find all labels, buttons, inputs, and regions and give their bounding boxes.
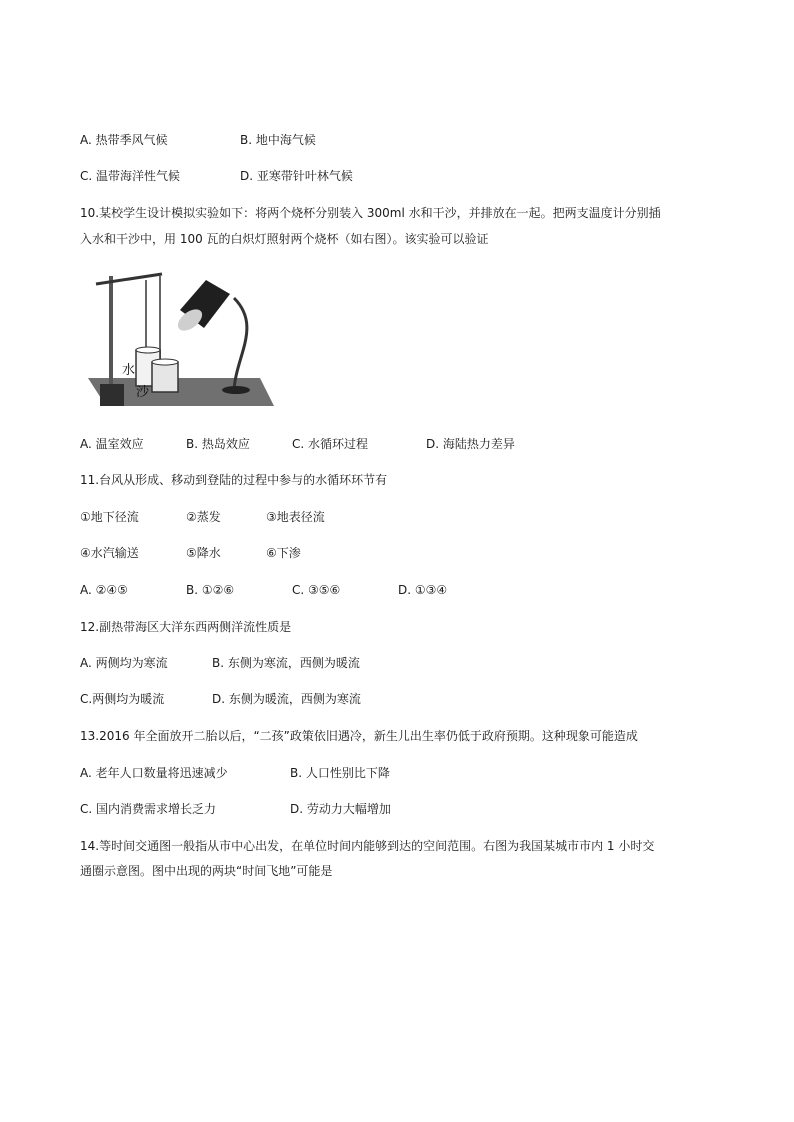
beaker-sand-rim bbox=[152, 359, 178, 365]
q11-option-a: A. ②④⑤ bbox=[80, 583, 128, 597]
q11-item-4: ④水汽输送 bbox=[80, 546, 139, 560]
stand-arm bbox=[96, 274, 162, 284]
q10-option-d: D. 海陆热力差异 bbox=[426, 437, 515, 451]
q14-stem-line2: 通圈示意图。图中出现的两块“时间飞地”可能是 bbox=[80, 864, 333, 878]
q9-option-c: C. 温带海洋性气候 bbox=[80, 169, 181, 183]
q13-option-c: C. 国内消费需求增长乏力 bbox=[80, 802, 217, 816]
lamp-base bbox=[222, 386, 250, 394]
q9-option-b: B. 地中海气候 bbox=[240, 133, 316, 147]
q12-option-a: A. 两侧均为寒流 bbox=[80, 656, 168, 670]
q9-option-d: D. 亚寒带针叶林气候 bbox=[240, 169, 353, 183]
q10-stem-line1: 10.某校学生设计模拟实验如下：将两个烧杯分别装入 300ml 水和干沙，并排放在一起。把两支温度计分别插 bbox=[80, 206, 661, 220]
q14-stem-line1: 14.等时间交通图一般指从市中心出发，在单位时间内能够到达的空间范围。右图为我国某城市市内 1 小时交 bbox=[80, 839, 655, 853]
q11-item-1: ①地下径流 bbox=[80, 510, 139, 524]
q11-option-b: B. ①②⑥ bbox=[186, 583, 235, 597]
q12-option-c: C.两侧均为暖流 bbox=[80, 692, 165, 706]
q13-option-b: B. 人口性别比下降 bbox=[290, 766, 390, 780]
q12-option-d: D. 东侧为暖流，西侧为寒流 bbox=[212, 692, 361, 706]
q10-option-b: B. 热岛效应 bbox=[186, 437, 250, 451]
q10-option-c: C. 水循环过程 bbox=[292, 437, 369, 451]
beaker-sand bbox=[152, 362, 178, 392]
label-water: 水 bbox=[122, 363, 136, 378]
q11-item-6: ⑥下渗 bbox=[266, 546, 301, 560]
q12-stem: 12.副热带海区大洋东西两侧洋流性质是 bbox=[80, 620, 292, 634]
q13-stem: 13.2016 年全面放开二胎以后，“二孩”政策依旧遇冷，新生儿出生率仍低于政府预期。这种现象可能造成 bbox=[80, 729, 638, 743]
q13-option-a: A. 老年人口数量将迅速减少 bbox=[80, 766, 228, 780]
q11-option-d: D. ①③④ bbox=[398, 583, 448, 597]
q10-stem-line2: 入水和干沙中，用 100 瓦的白炽灯照射两个烧杯（如右图）。该实验可以验证 bbox=[80, 232, 489, 246]
experiment-figure bbox=[84, 266, 274, 416]
beaker-water-rim bbox=[136, 347, 160, 353]
q11-item-5: ⑤降水 bbox=[186, 546, 221, 560]
lamp-arm bbox=[234, 298, 247, 390]
q11-item-2: ②蒸发 bbox=[186, 510, 221, 524]
q12-option-b: B. 东侧为寒流，西侧为暖流 bbox=[212, 656, 360, 670]
q11-option-c: C. ③⑤⑥ bbox=[292, 583, 341, 597]
q13-option-d: D. 劳动力大幅增加 bbox=[290, 802, 391, 816]
q11-stem: 11.台风从形成、移动到登陆的过程中参与的水循环环节有 bbox=[80, 473, 388, 487]
q10-option-a: A. 温室效应 bbox=[80, 437, 144, 451]
q11-item-3: ③地表径流 bbox=[266, 510, 325, 524]
stand-foot bbox=[100, 384, 124, 406]
q9-option-a: A. 热带季风气候 bbox=[80, 133, 168, 147]
label-sand: 沙 bbox=[136, 385, 150, 400]
